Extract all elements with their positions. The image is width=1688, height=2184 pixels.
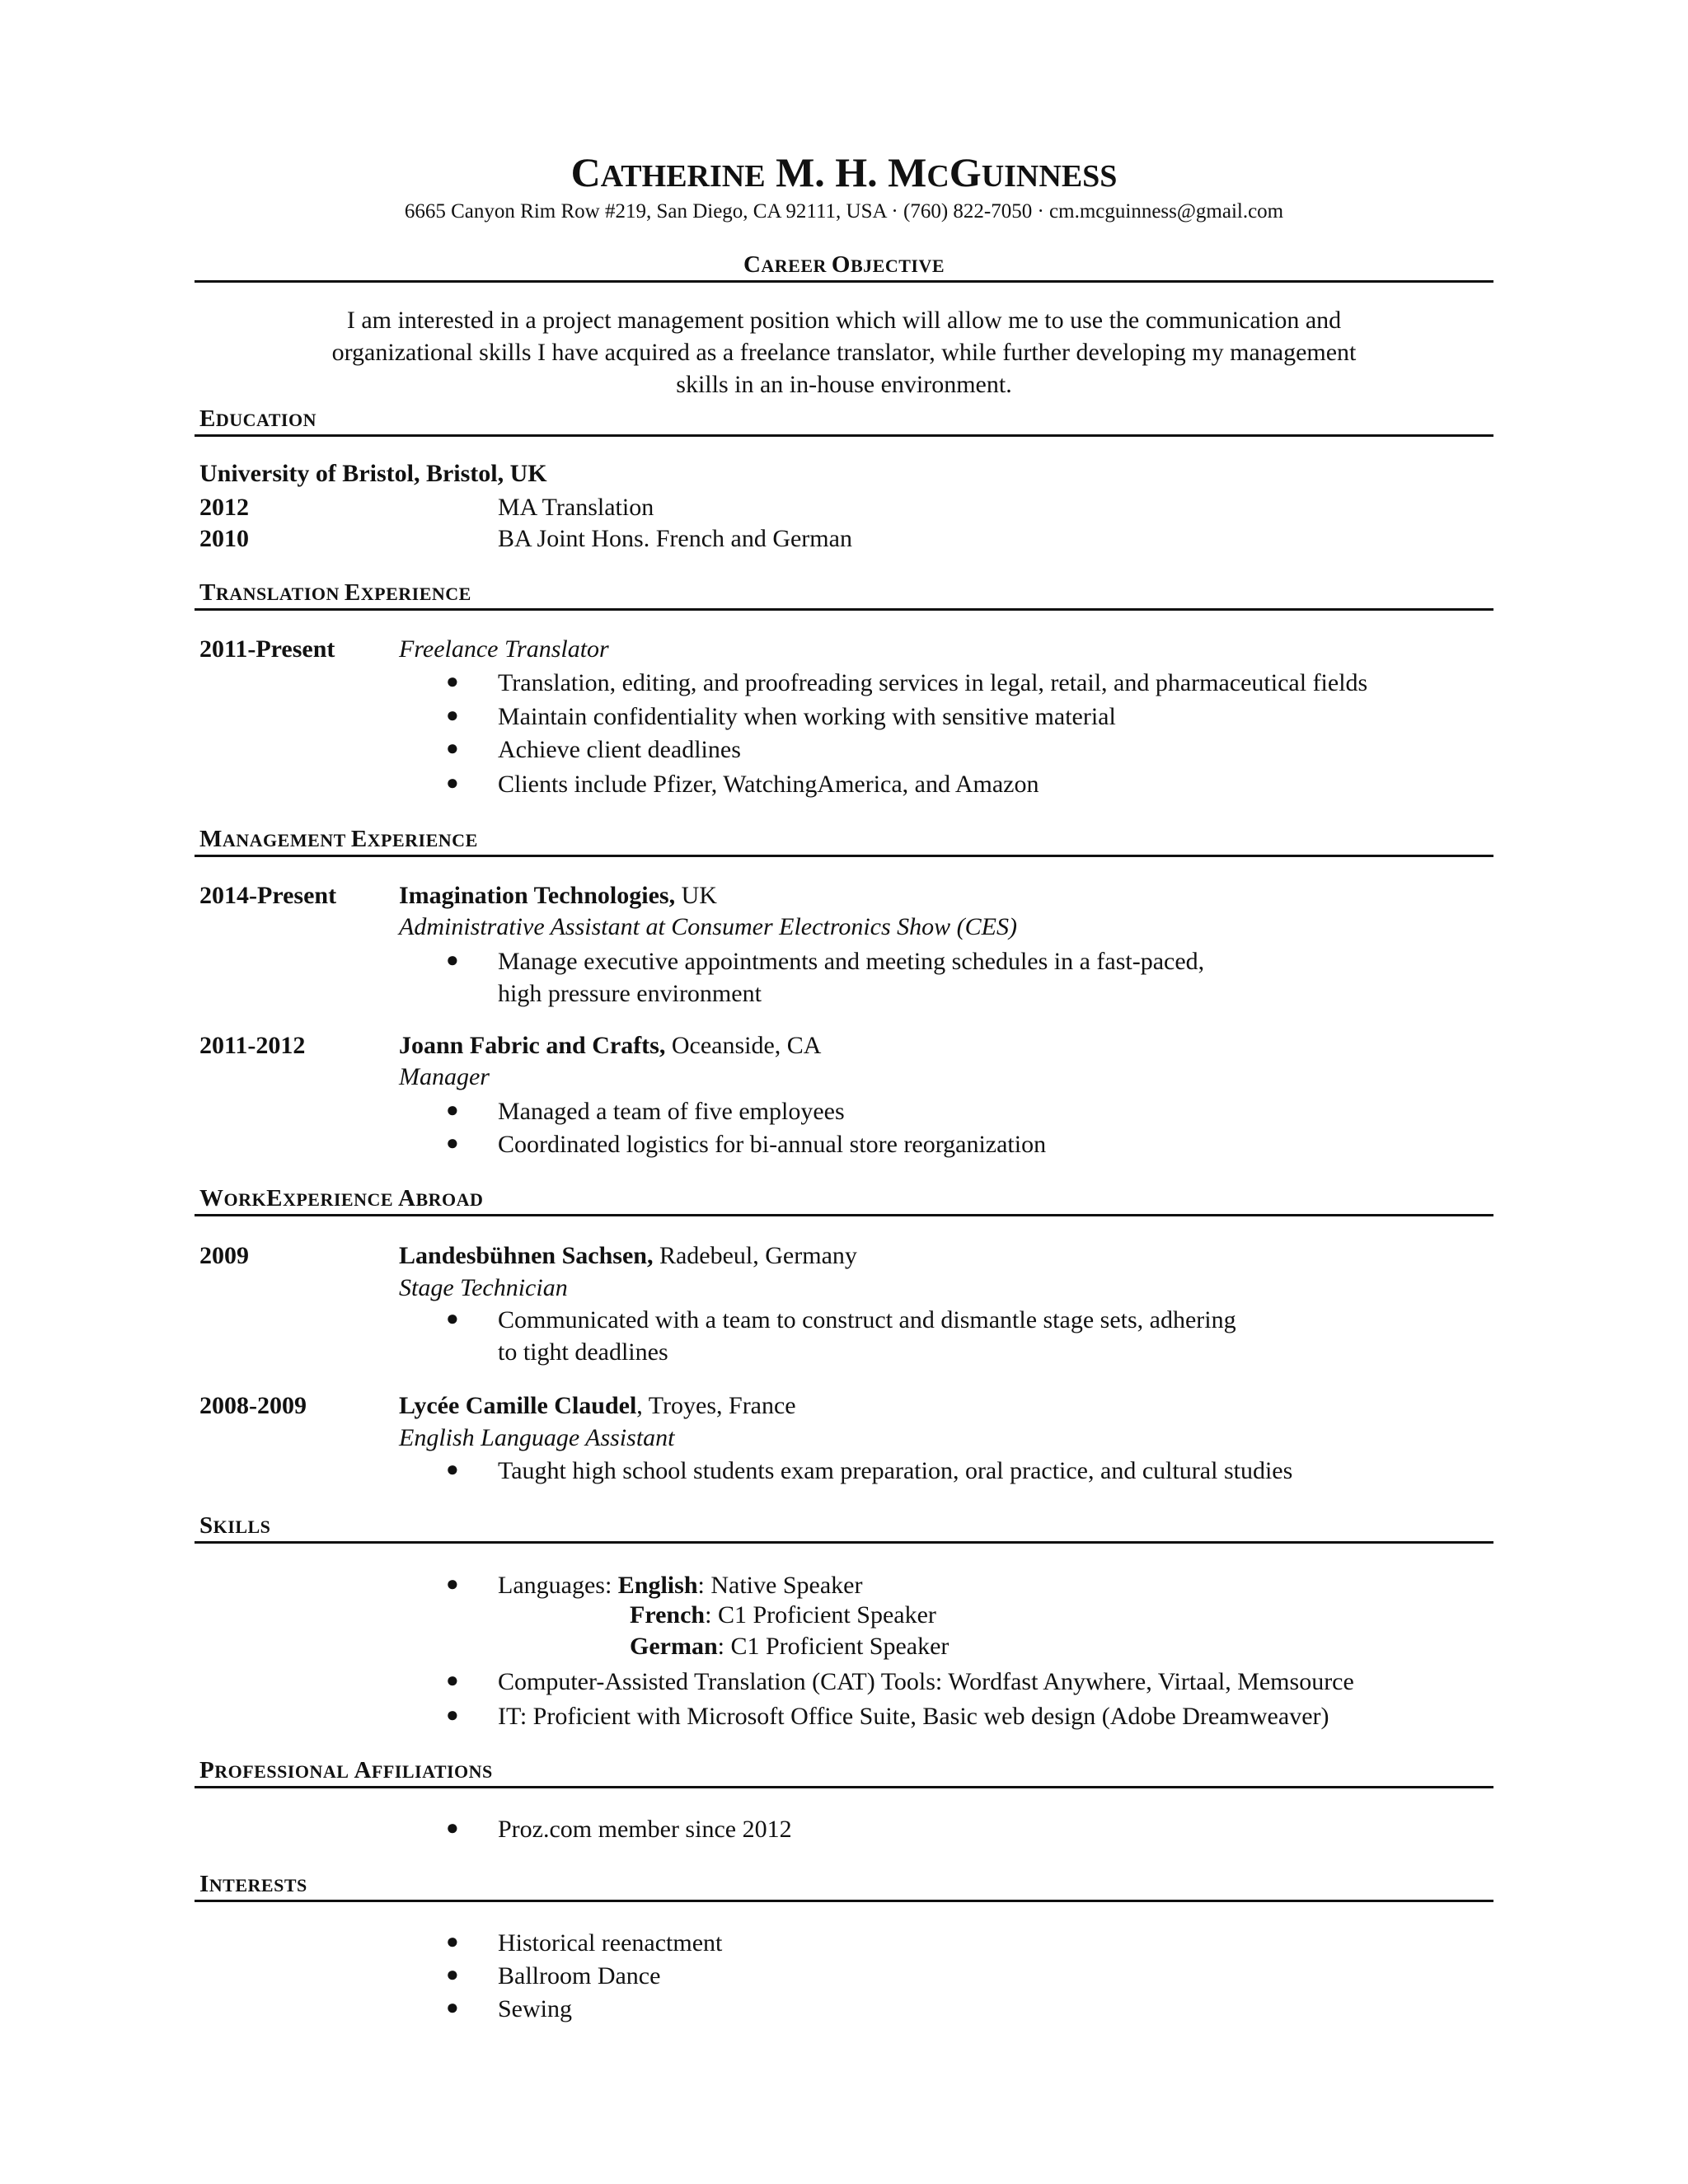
skills-language-french: French: C1 Proficient Speaker [630, 1601, 936, 1629]
list-item-continuation: high pressure environment [498, 980, 762, 1007]
job-role: Manager [399, 1063, 490, 1090]
bullet-icon: ● [446, 771, 459, 794]
list-item: Proz.com member since 2012 [498, 1816, 792, 1843]
section-rule [195, 1541, 1493, 1544]
list-item: Managed a team of five employees [498, 1098, 845, 1125]
list-item: Manage executive appointments and meeting schedules in a fast-paced, [498, 948, 1205, 975]
job-role: Freelance Translator [399, 635, 609, 663]
school-name: University of Bristol, Bristol, UK [199, 460, 547, 487]
section-heading-management-experience: MANAGEMENT EXPERIENCE [199, 826, 478, 852]
list-item: Sewing [498, 1995, 572, 2022]
list-item: Communicated with a team to construct and dismantle stage sets, adhering [498, 1306, 1236, 1333]
degree-name: MA Translation [498, 494, 654, 521]
list-item-continuation: to tight deadlines [498, 1338, 668, 1366]
section-heading-translation-experience: TRANSLATION EXPERIENCE [199, 579, 471, 606]
bullet-icon: ● [446, 1703, 459, 1727]
job-employer: Landesbühnen Sachsen, Radebeul, Germany [399, 1242, 857, 1269]
section-rule [195, 608, 1493, 611]
bullet-icon: ● [446, 1306, 459, 1330]
job-date: 2009 [199, 1242, 249, 1269]
skills-language-german: German: C1 Proficient Speaker [630, 1633, 950, 1660]
job-role: Administrative Assistant at Consumer Electronics Show (CES) [399, 913, 1017, 940]
list-item: Ballroom Dance [498, 1962, 661, 1990]
degree-name: BA Joint Hons. French and German [498, 525, 852, 552]
section-rule [195, 434, 1493, 437]
list-item: Taught high school students exam preparation, oral practice, and cultural studies [498, 1457, 1293, 1484]
bullet-icon: ● [446, 1131, 459, 1155]
job-date: 2008-2009 [199, 1392, 307, 1419]
degree-year: 2010 [199, 525, 249, 552]
job-role: English Language Assistant [399, 1424, 675, 1451]
bullet-icon: ● [446, 1816, 459, 1840]
objective-line: skills in an in-house environment. [676, 371, 1012, 398]
list-item: Coordinated logistics for bi-annual store reorganization [498, 1131, 1047, 1158]
section-rule [195, 1214, 1493, 1216]
list-item: Translation, editing, and proofreading services in legal, retail, and pharmaceutical fields [498, 669, 1368, 696]
resume-name: CATHERINE M. H. MCGUINNESS [570, 149, 1118, 195]
list-item: Historical reenactment [498, 1929, 723, 1957]
job-date: 2014-Present [199, 882, 337, 909]
section-heading-professional-affiliations: PROFESSIONAL AFFILIATIONS [199, 1757, 493, 1783]
list-item: Achieve client deadlines [498, 736, 741, 763]
job-date: 2011-Present [199, 635, 335, 663]
bullet-icon: ● [446, 1668, 459, 1692]
job-employer: Joann Fabric and Crafts, Oceanside, CA [399, 1032, 822, 1059]
bullet-icon: ● [446, 948, 459, 972]
job-employer: Lycée Camille Claudel, Troyes, France [399, 1392, 796, 1419]
section-rule [195, 1786, 1493, 1788]
bullet-icon: ● [446, 1098, 459, 1122]
bullet-icon: ● [446, 1962, 459, 1986]
list-item: Computer-Assisted Translation (CAT) Tools: Wordfast Anywhere, Virtaal, Memsource [498, 1668, 1354, 1695]
bullet-icon: ● [446, 736, 459, 760]
bullet-icon: ● [446, 703, 459, 727]
skills-languages: Languages: English: Native Speaker [498, 1572, 863, 1599]
degree-year: 2012 [199, 494, 249, 521]
job-date: 2011-2012 [199, 1032, 306, 1059]
section-heading-work-experience-abroad: WORKEXPERIENCE ABROAD [199, 1185, 484, 1212]
section-heading-education: EDUCATION [199, 405, 316, 432]
section-rule [195, 1900, 1493, 1902]
bullet-icon: ● [446, 1457, 459, 1481]
list-item: Clients include Pfizer, WatchingAmerica, and Amazon [498, 771, 1039, 798]
section-heading-career-objective: CAREER OBJECTIVE [743, 251, 945, 278]
section-rule [195, 855, 1493, 857]
list-item: Maintain confidentiality when working with sensitive material [498, 703, 1116, 730]
job-role: Stage Technician [399, 1274, 568, 1301]
objective-line: organizational skills I have acquired as a freelance translator, while further developing my management [331, 339, 1357, 366]
bullet-icon: ● [446, 1929, 459, 1953]
bullet-icon: ● [446, 669, 459, 693]
list-item: IT: Proficient with Microsoft Office Suite, Basic web design (Adobe Dreamweaver) [498, 1703, 1329, 1730]
section-heading-skills: SKILLS [199, 1512, 271, 1539]
bullet-icon: ● [446, 1572, 459, 1596]
section-heading-interests: INTERESTS [199, 1871, 307, 1897]
objective-line: I am interested in a project management position which will allow me to use the communication and [346, 307, 1342, 334]
job-employer: Imagination Technologies, UK [399, 882, 717, 909]
bullet-icon: ● [446, 1995, 459, 2019]
section-rule [195, 280, 1493, 283]
contact-line: 6665 Canyon Rim Row #219, San Diego, CA 92111, USA · (760) 822-7050 · cm.mcguinness@gmail.com [404, 200, 1284, 223]
